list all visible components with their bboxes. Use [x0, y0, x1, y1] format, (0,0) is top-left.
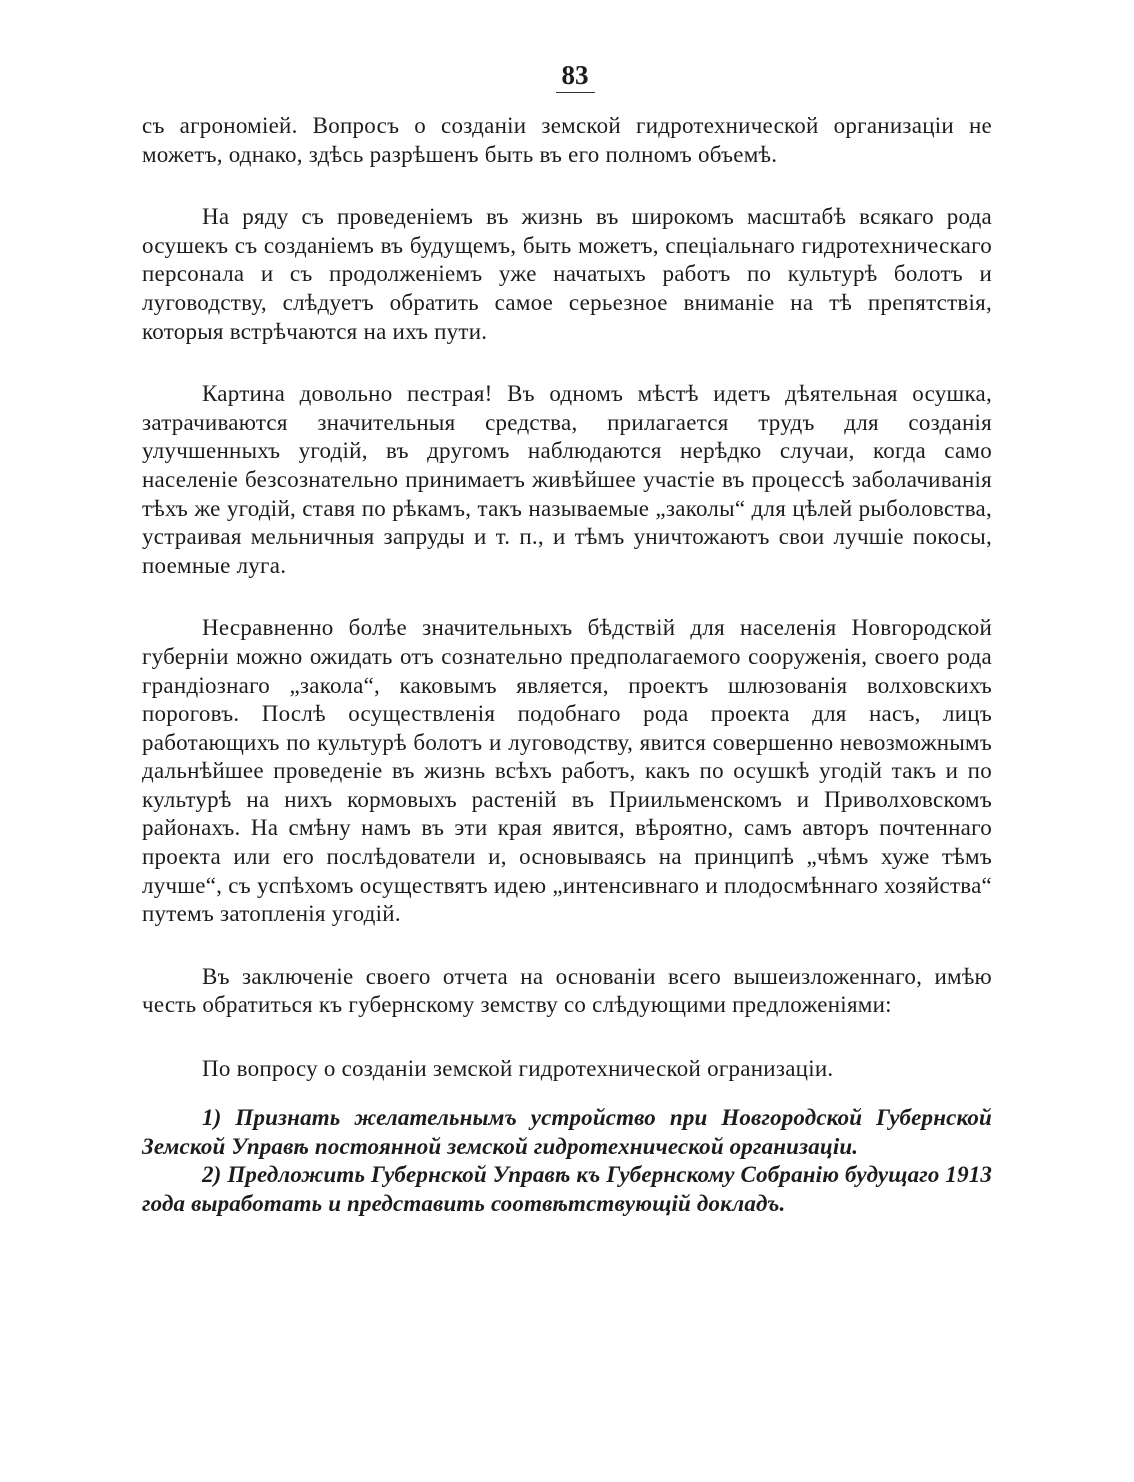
proposal-item: 2) Предложить Губернской Управѣ къ Губернскому Собранію будущаго 1913 года выработать и представить соотвѣтствующій докладъ.	[142, 1162, 993, 1216]
paragraph-volkhov-project: Несравненно болѣе значительныхъ бѣдствій для населенія Новгородской губерніи можно ожидать отъ сознательно предполагаемого сооруженія, своего рода грандіознаго „закола“, каковымъ является, проектъ шлюзованія волховскихъ пороговъ. Послѣ осуществленія подобнаго рода проекта для насъ, лицъ работающихъ по культурѣ болотъ и луговодству, явится совершенно невозможнымъ дальнѣйшее проведеніе въ жизнь всѣхъ работъ, какъ по осушкѣ угодій такъ и по культурѣ на нихъ кормовыхъ растеній въ Приильменскомъ и Приволховскомъ районахъ. На смѣну намъ въ эти края явится, вѣроятно, самъ авторъ почтеннаго проекта или его послѣдователи и, основываясь на принципѣ „чѣмъ хуже тѣмъ лучше“, съ успѣхомъ осуществятъ идею „интенсивнаго и плодосмѣннаго хозяйства“ путемъ затопленія угодій.	[142, 615, 992, 927]
paragraph-picture: Картина довольно пестрая! Въ одномъ мѣстѣ идетъ дѣятельная осушка, затрачиваются значительныя средства, прилагается трудъ для созданія улучшенныхъ угодій, въ другомъ наблюдаются нерѣдко случаи, когда само населеніе безсознательно принимаетъ живѣйшее участіе въ процессѣ заболачиванія тѣхъ же угодій, ставя по рѣкамъ, такъ называемые „заколы“ для цѣлей рыболовства, устраивая мельничныя запруды и т. п., и тѣмъ уничтожаютъ свои лучшіе покосы, поемные луга.	[142, 381, 992, 578]
paragraph-gap	[142, 169, 992, 203]
paragraph-gap	[142, 1084, 992, 1104]
page-number: 83	[556, 60, 595, 93]
paragraph-drainage: На ряду съ проведеніемъ въ жизнь въ широкомъ масштабѣ всякаго рода осушекъ съ созданіемъ въ будущемъ, быть можетъ, спеціальнаго гидротехническаго персонала и съ продолженіемъ уже начатыхъ работъ по культурѣ болотъ и луговодству, слѣдуетъ обратить самое серьезное вниманіе на тѣ препятствія, которыя встрѣчаются на ихъ пути.	[142, 204, 992, 344]
page-number-container	[0, 60, 1134, 93]
paragraph-gap	[142, 580, 992, 614]
body-text	[142, 112, 992, 1218]
paragraph-gap	[142, 929, 992, 963]
paragraph-gap	[142, 346, 992, 380]
section-heading: По вопросу о созданіи земской гидротехнической огранизаціи.	[202, 1056, 834, 1082]
paragraph-conclusion: Въ заключеніе своего отчета на основаніи всего вышеизложеннаго, имѣю честь обратиться къ губернскому земству со слѣдующими предложеніями:	[142, 963, 992, 1018]
paragraph-continuation: съ агрономіей. Вопросъ о созданіи земской гидротехнической организаціи не можетъ, однако, здѣсь разрѣшенъ быть въ его полномъ объемѣ.	[142, 113, 992, 167]
paragraph-gap	[142, 1020, 992, 1054]
proposal-item: 1) Признать желательнымъ устройство при Новгородской Губернской Земской Управѣ постоянной земской гидротехнической организаціи.	[142, 1105, 992, 1159]
